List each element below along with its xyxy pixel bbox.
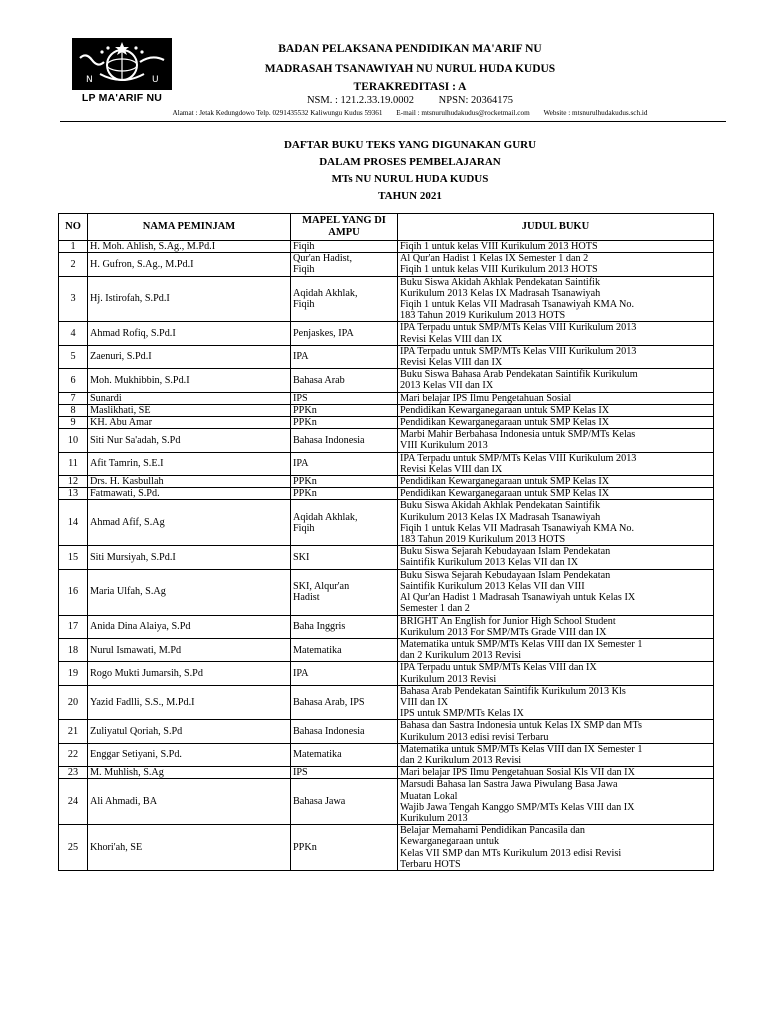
cell-name: Siti Mursiyah, S.Pd.I bbox=[88, 546, 291, 569]
judul-line: Pendidikan Kewarganegaraan untuk SMP Kelas IX bbox=[400, 488, 610, 500]
cell-name: Ahmad Afif, S.Ag bbox=[88, 500, 291, 546]
judul-line: IPA Terpadu untuk SMP/MTs Kelas VIII dan IX bbox=[400, 662, 597, 674]
mapel-line: IPA bbox=[293, 458, 309, 470]
cell-no: 25 bbox=[59, 825, 88, 871]
mapel-line: Hadist bbox=[293, 592, 320, 604]
cell-name: Hj. Istirofah, S.Pd.I bbox=[88, 276, 291, 322]
judul-line: BRIGHT An English for Junior High School Student bbox=[400, 615, 616, 627]
judul-line: Muatan Lokal bbox=[400, 790, 458, 802]
mapel-line: Bahasa Arab bbox=[293, 374, 345, 386]
cell-judul bbox=[398, 404, 714, 416]
cell-judul bbox=[398, 345, 714, 368]
cell-name: Maslikhati, SE bbox=[88, 404, 291, 416]
cell-judul bbox=[398, 253, 714, 276]
title-line-3: MTs NU NURUL HUDA KUDUS bbox=[331, 173, 489, 185]
header-no: NO bbox=[59, 214, 88, 241]
cell-name: Enggar Setiyani, S.Pd. bbox=[88, 743, 291, 766]
table-row bbox=[59, 392, 714, 404]
cell-mapel bbox=[291, 743, 398, 766]
cell-no: 14 bbox=[59, 500, 88, 546]
email: E-mail : mtsnurulhudakudus@rocketmail.com bbox=[396, 109, 530, 117]
cell-name: Yazid Fadlli, S.S., M.Pd.I bbox=[88, 685, 291, 720]
cell-name: Rogo Mukti Jumarsih, S.Pd bbox=[88, 662, 291, 685]
cell-no: 7 bbox=[59, 392, 88, 404]
npsn: NPSN: 20364175 bbox=[438, 95, 514, 106]
judul-line: Semester 1 dan 2 bbox=[400, 603, 470, 615]
title-line-1: DAFTAR BUKU TEKS YANG DIGUNAKAN GURU bbox=[283, 139, 537, 151]
cell-judul bbox=[398, 615, 714, 638]
cell-name: M. Muhlish, S.Ag bbox=[88, 767, 291, 779]
table-row bbox=[59, 253, 714, 276]
judul-line: VIII dan IX bbox=[400, 696, 449, 708]
table-row bbox=[59, 404, 714, 416]
cell-no: 18 bbox=[59, 638, 88, 661]
cell-name: Nurul Ismawati, M.Pd bbox=[88, 638, 291, 661]
mapel-line: Bahasa Arab, IPS bbox=[293, 696, 365, 708]
judul-line: Kewarganegaraan untuk bbox=[400, 836, 500, 848]
cell-name: H. Moh. Ahlish, S.Ag., M.Pd.I bbox=[88, 241, 291, 253]
cell-name: Drs. H. Kasbullah bbox=[88, 476, 291, 488]
mapel-line: Matematika bbox=[293, 644, 342, 656]
contact-line bbox=[60, 109, 760, 117]
cell-mapel bbox=[291, 779, 398, 825]
cell-name: Sunardi bbox=[88, 392, 291, 404]
cell-no: 3 bbox=[59, 276, 88, 322]
cell-name: Afit Tamrin, S.E.I bbox=[88, 452, 291, 475]
school-ids bbox=[150, 95, 670, 106]
mapel-line: Fiqih bbox=[293, 299, 315, 311]
logo-text: LP MA'ARIF NU bbox=[81, 92, 163, 104]
cell-mapel bbox=[291, 767, 398, 779]
cell-mapel bbox=[291, 276, 398, 322]
judul-line: Buku Siswa Sejarah Kebudayaan Islam Pendekatan bbox=[400, 569, 611, 581]
cell-no: 10 bbox=[59, 429, 88, 452]
cell-name: Zuliyatul Qoriah, S.Pd bbox=[88, 720, 291, 743]
judul-line: Bahasa Arab Pendekatan Saintifik Kurikulum 2013 Kls bbox=[400, 685, 626, 697]
cell-judul bbox=[398, 743, 714, 766]
cell-judul bbox=[398, 452, 714, 475]
cell-no: 1 bbox=[59, 241, 88, 253]
judul-line: dan 2 Kurikulum 2013 Revisi bbox=[400, 754, 522, 766]
judul-line: VIII Kurikulum 2013 bbox=[400, 440, 488, 452]
judul-line: Mari belajar IPS Ilmu Pengetahuan Sosial bbox=[400, 392, 572, 404]
cell-mapel bbox=[291, 253, 398, 276]
table-row bbox=[59, 779, 714, 825]
judul-line: Wajib Jawa Tengah Kanggo SMP/MTs Kelas VIII dan IX bbox=[400, 801, 635, 813]
table-row bbox=[59, 241, 714, 253]
judul-line: Revisi Kelas VIII dan IX bbox=[400, 333, 503, 345]
cell-no: 15 bbox=[59, 546, 88, 569]
cell-mapel bbox=[291, 392, 398, 404]
judul-line: 2013 Kelas VII dan IX bbox=[400, 380, 494, 392]
cell-judul bbox=[398, 500, 714, 546]
cell-mapel bbox=[291, 417, 398, 429]
cell-judul bbox=[398, 241, 714, 253]
mapel-line: Fiqih bbox=[293, 264, 315, 276]
judul-line: Fiqih 1 untuk kelas VIII Kurikulum 2013 HOTS bbox=[400, 264, 598, 276]
cell-judul bbox=[398, 662, 714, 685]
svg-text:U: U bbox=[152, 75, 159, 85]
organization-name: BADAN PELAKSANA PENDIDIKAN MA'ARIF NU bbox=[278, 43, 542, 55]
cell-mapel bbox=[291, 638, 398, 661]
judul-line: 183 Tahun 2019 Kurikulum 2013 HOTS bbox=[400, 310, 566, 322]
judul-line: Terbaru HOTS bbox=[400, 858, 461, 870]
mapel-line: Matematika bbox=[293, 749, 342, 761]
cell-name: Ali Ahmadi, BA bbox=[88, 779, 291, 825]
judul-line: dan 2 Kurikulum 2013 Revisi bbox=[400, 650, 522, 662]
table-row bbox=[59, 452, 714, 475]
table-row bbox=[59, 685, 714, 720]
cell-name: Ahmad Rofiq, S.Pd.I bbox=[88, 322, 291, 345]
mapel-line: Bahasa Jawa bbox=[293, 796, 346, 808]
table-row bbox=[59, 546, 714, 569]
cell-no: 6 bbox=[59, 369, 88, 392]
cell-no: 23 bbox=[59, 767, 88, 779]
cell-name: Zaenuri, S.Pd.I bbox=[88, 345, 291, 368]
letterhead bbox=[0, 0, 768, 130]
mapel-line: SKI, Alqur'an bbox=[293, 580, 350, 592]
cell-no: 2 bbox=[59, 253, 88, 276]
letterhead-divider bbox=[60, 121, 726, 122]
table-header-row bbox=[59, 214, 714, 241]
cell-no: 17 bbox=[59, 615, 88, 638]
cell-judul bbox=[398, 779, 714, 825]
header-mapel: MAPEL YANG DI AMPU bbox=[291, 214, 398, 241]
accreditation: TERAKREDITASI : A bbox=[353, 81, 467, 93]
cell-no: 11 bbox=[59, 452, 88, 475]
judul-line: Buku Siswa Akidah Akhlak Pendekatan Saintifik bbox=[400, 500, 601, 512]
table-row bbox=[59, 743, 714, 766]
cell-no: 5 bbox=[59, 345, 88, 368]
cell-mapel bbox=[291, 452, 398, 475]
table-row bbox=[59, 345, 714, 368]
mapel-line: Bahasa Indonesia bbox=[293, 434, 365, 446]
judul-line: Kurikulum 2013 For SMP/MTs Grade VIII dan IX bbox=[400, 626, 607, 638]
judul-line: Kurikulum 2013 Revisi bbox=[400, 673, 497, 685]
cell-mapel bbox=[291, 662, 398, 685]
table-row bbox=[59, 429, 714, 452]
nsm: NSM. : 121.2.33.19.0002 bbox=[306, 95, 415, 106]
judul-line: Revisi Kelas VIII dan IX bbox=[400, 357, 503, 369]
table-row bbox=[59, 720, 714, 743]
cell-no: 20 bbox=[59, 685, 88, 720]
cell-mapel bbox=[291, 825, 398, 871]
judul-line: Buku Siswa Sejarah Kebudayaan Islam Pendekatan bbox=[400, 546, 611, 558]
judul-line: Marsudi Bahasa lan Sastra Jawa Piwulang Basa Jawa bbox=[400, 779, 618, 791]
mapel-line: Bahasa Indonesia bbox=[293, 725, 365, 737]
mapel-line: IPS bbox=[293, 392, 308, 404]
table-row bbox=[59, 322, 714, 345]
table-row bbox=[59, 638, 714, 661]
judul-line: Matematika untuk SMP/MTs Kelas VIII dan IX Semester 1 bbox=[400, 743, 643, 755]
cell-judul bbox=[398, 417, 714, 429]
book-table bbox=[58, 213, 714, 871]
cell-judul bbox=[398, 569, 714, 615]
cell-name: Moh. Mukhibbin, S.Pd.I bbox=[88, 369, 291, 392]
judul-line: Fiqih 1 untuk kelas VIII Kurikulum 2013 HOTS bbox=[400, 241, 598, 252]
cell-name: Khori'ah, SE bbox=[88, 825, 291, 871]
judul-line: Al Qur'an Hadist 1 Madrasah Tsanawiyah untuk Kelas IX bbox=[400, 592, 636, 604]
judul-line: Pendidikan Kewarganegaraan untuk SMP Kelas IX bbox=[400, 404, 610, 416]
judul-line: Kelas VII SMP dan MTs Kurikulum 2013 edisi Revisi bbox=[400, 847, 622, 859]
judul-line: Al Qur'an Hadist 1 Kelas IX Semester 1 dan 2 bbox=[400, 253, 589, 265]
header-judul: JUDUL BUKU bbox=[398, 214, 714, 241]
cell-no: 9 bbox=[59, 417, 88, 429]
table-row bbox=[59, 276, 714, 322]
mapel-line: Qur'an Hadist, bbox=[293, 253, 352, 265]
cell-name: Anida Dina Alaiya, S.Pd bbox=[88, 615, 291, 638]
mapel-line: Fiqih bbox=[293, 522, 315, 534]
judul-line: Marbi Mahir Berbahasa Indonesia untuk SMP/MTs Kelas bbox=[400, 429, 636, 441]
cell-no: 21 bbox=[59, 720, 88, 743]
table-row bbox=[59, 500, 714, 546]
judul-line: Kurikulum 2013 Kelas IX Madrasah Tsanawiyah bbox=[400, 511, 601, 523]
cell-judul bbox=[398, 392, 714, 404]
judul-line: Kurikulum 2013 Kelas IX Madrasah Tsanawiyah bbox=[400, 287, 601, 299]
cell-judul bbox=[398, 825, 714, 871]
cell-mapel bbox=[291, 476, 398, 488]
table-body bbox=[59, 241, 714, 871]
cell-judul bbox=[398, 546, 714, 569]
cell-judul bbox=[398, 767, 714, 779]
cell-judul bbox=[398, 322, 714, 345]
cell-no: 19 bbox=[59, 662, 88, 685]
cell-no: 22 bbox=[59, 743, 88, 766]
cell-judul bbox=[398, 429, 714, 452]
cell-mapel bbox=[291, 685, 398, 720]
cell-no: 24 bbox=[59, 779, 88, 825]
table-row bbox=[59, 825, 714, 871]
cell-mapel bbox=[291, 488, 398, 500]
cell-mapel bbox=[291, 720, 398, 743]
table-row bbox=[59, 417, 714, 429]
table-row bbox=[59, 662, 714, 685]
cell-mapel bbox=[291, 429, 398, 452]
cell-mapel bbox=[291, 404, 398, 416]
judul-line: Mari belajar IPS Ilmu Pengetahuan Sosial Kls VII dan IX bbox=[400, 767, 635, 779]
cell-mapel bbox=[291, 500, 398, 546]
mapel-line: PPKn bbox=[293, 404, 317, 416]
judul-line: Belajar Memahami Pendidikan Pancasila dan bbox=[400, 825, 586, 837]
cell-name: Maria Ulfah, S.Ag bbox=[88, 569, 291, 615]
cell-name: KH. Abu Amar bbox=[88, 417, 291, 429]
mapel-line: PPKn bbox=[293, 417, 317, 429]
table-row bbox=[59, 615, 714, 638]
svg-text:N: N bbox=[86, 75, 93, 85]
mapel-line: PPKn bbox=[293, 841, 317, 853]
table-row bbox=[59, 476, 714, 488]
judul-line: IPS untuk SMP/MTs Kelas IX bbox=[400, 708, 524, 720]
table-row bbox=[59, 767, 714, 779]
judul-line: Pendidikan Kewarganegaraan untuk SMP Kelas IX bbox=[400, 476, 610, 488]
title-line-2: DALAM PROSES PEMBELAJARAN bbox=[319, 156, 501, 168]
cell-no: 12 bbox=[59, 476, 88, 488]
cell-name: Fatmawati, S.Pd. bbox=[88, 488, 291, 500]
cell-no: 8 bbox=[59, 404, 88, 416]
mapel-line: Baha Inggris bbox=[293, 621, 346, 633]
judul-line: Fiqih 1 untuk Kelas VII Madrasah Tsanawiyah KMA No. bbox=[400, 299, 635, 311]
judul-line: IPA Terpadu untuk SMP/MTs Kelas VIII Kurikulum 2013 bbox=[400, 322, 637, 334]
table-row bbox=[59, 369, 714, 392]
judul-line: Buku Siswa Akidah Akhlak Pendekatan Saintifik bbox=[400, 276, 601, 288]
cell-mapel bbox=[291, 546, 398, 569]
judul-line: Fiqih 1 untuk Kelas VII Madrasah Tsanawiyah KMA No. bbox=[400, 522, 635, 534]
mapel-line: IPA bbox=[293, 351, 309, 363]
cell-name: H. Gufron, S.Ag., M.Pd.I bbox=[88, 253, 291, 276]
mapel-line: Aqidah Akhlak, bbox=[293, 287, 358, 299]
title-line-4: TAHUN 2021 bbox=[378, 190, 442, 202]
cell-mapel bbox=[291, 569, 398, 615]
mapel-line: Fiqih bbox=[293, 241, 315, 252]
mapel-line: PPKn bbox=[293, 488, 317, 500]
cell-mapel bbox=[291, 241, 398, 253]
judul-line: Pendidikan Kewarganegaraan untuk SMP Kelas IX bbox=[400, 417, 610, 429]
school-name: MADRASAH TSANAWIYAH NU NURUL HUDA KUDUS bbox=[264, 63, 556, 75]
judul-line: Saintifik Kurikulum 2013 Kelas VII dan VIII bbox=[400, 580, 585, 592]
cell-no: 4 bbox=[59, 322, 88, 345]
mapel-line: SKI bbox=[293, 551, 310, 563]
website: Website : mtsnurulhudakudus.sch.id bbox=[543, 109, 648, 117]
cell-no: 16 bbox=[59, 569, 88, 615]
table-row bbox=[59, 569, 714, 615]
address: Alamat : Jetak Kedungdowo Telp. 0291435532 Kaliwungu Kudus 59361 bbox=[172, 109, 383, 117]
cell-judul bbox=[398, 476, 714, 488]
judul-line: Kurikulum 2013 edisi revisi Terbaru bbox=[400, 731, 549, 743]
mapel-line: PPKn bbox=[293, 476, 317, 488]
cell-judul bbox=[398, 369, 714, 392]
cell-name: Siti Nur Sa'adah, S.Pd bbox=[88, 429, 291, 452]
judul-line: IPA Terpadu untuk SMP/MTs Kelas VIII Kurikulum 2013 bbox=[400, 345, 637, 357]
judul-line: Buku Siswa Bahasa Arab Pendekatan Saintifik Kurikulum bbox=[400, 369, 638, 381]
cell-judul bbox=[398, 638, 714, 661]
mapel-line: IPA bbox=[293, 667, 309, 679]
header-name: NAMA PEMINJAM bbox=[88, 214, 291, 241]
cell-mapel bbox=[291, 322, 398, 345]
mapel-line: Penjaskes, IPA bbox=[293, 328, 354, 340]
judul-line: Revisi Kelas VIII dan IX bbox=[400, 463, 503, 475]
cell-mapel bbox=[291, 345, 398, 368]
mapel-line: IPS bbox=[293, 767, 308, 779]
cell-judul bbox=[398, 488, 714, 500]
cell-judul bbox=[398, 685, 714, 720]
judul-line: Bahasa dan Sastra Indonesia untuk Kelas IX SMP dan MTs bbox=[400, 720, 642, 732]
cell-mapel bbox=[291, 369, 398, 392]
cell-no: 13 bbox=[59, 488, 88, 500]
cell-mapel bbox=[291, 615, 398, 638]
judul-line: Matematika untuk SMP/MTs Kelas VIII dan IX Semester 1 bbox=[400, 638, 643, 650]
cell-judul bbox=[398, 720, 714, 743]
cell-judul bbox=[398, 276, 714, 322]
judul-line: Saintifik Kurikulum 2013 Kelas VII dan IX bbox=[400, 557, 579, 569]
judul-line: 183 Tahun 2019 Kurikulum 2013 HOTS bbox=[400, 534, 566, 546]
table-row bbox=[59, 488, 714, 500]
document-title bbox=[150, 137, 670, 205]
judul-line: Kurikulum 2013 bbox=[400, 812, 468, 824]
judul-line: IPA Terpadu untuk SMP/MTs Kelas VIII Kurikulum 2013 bbox=[400, 452, 637, 464]
mapel-line: Aqidah Akhlak, bbox=[293, 511, 358, 523]
